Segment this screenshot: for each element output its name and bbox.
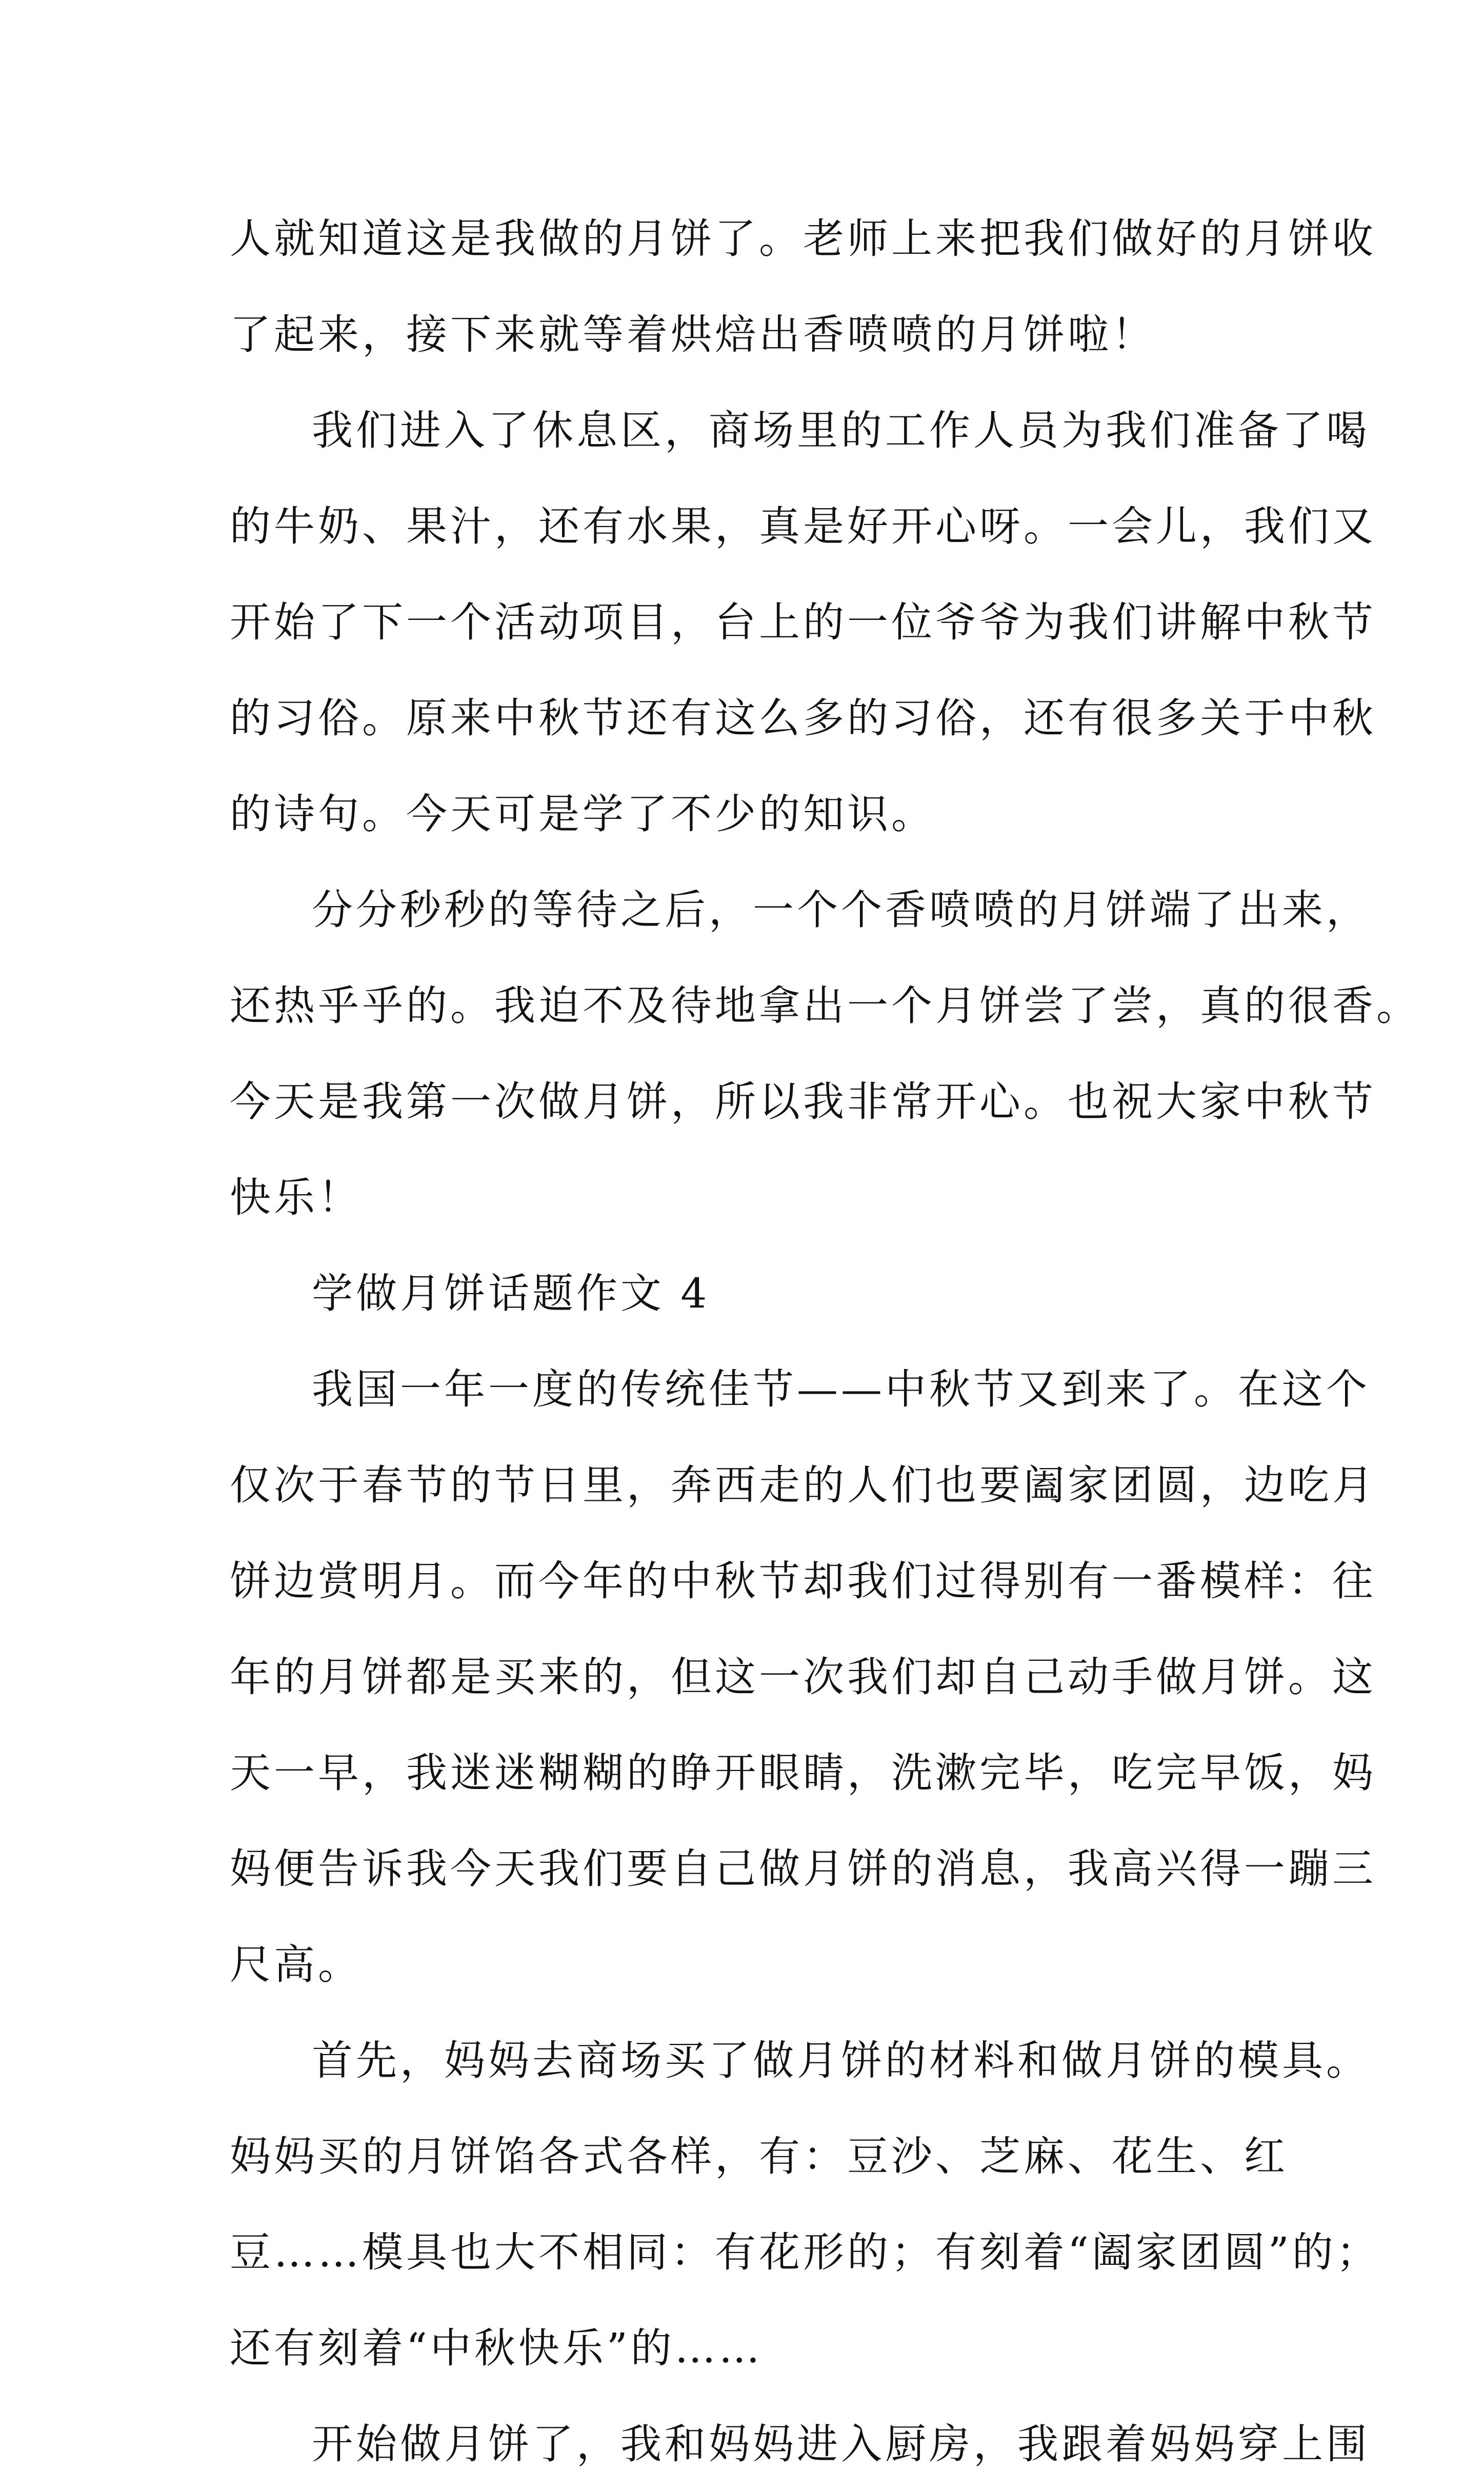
text-line: 首先，妈妈去商场买了做月饼的材料和做月饼的模具。	[312, 2037, 1370, 2084]
text-line: 开始了下一个活动项目，台上的一位爷爷为我们讲解中秋节	[230, 598, 1376, 646]
text-line: 仅次于春节的节日里，奔西走的人们也要阖家团圆，边吃月	[230, 1461, 1376, 1509]
text-line: 年的月饼都是买来的，但这一次我们却自己动手做月饼。这	[230, 1653, 1376, 1701]
text-line: 的习俗。原来中秋节还有这么多的习俗，还有很多关于中秋	[230, 694, 1376, 742]
text-line: 的牛奶、果汁，还有水果，真是好开心呀。一会儿，我们又	[230, 503, 1376, 550]
text-line: 还有刻着“中秋快乐”的……	[230, 2324, 763, 2372]
text-line: 开始做月饼了，我和妈妈进入厨房，我跟着妈妈穿上围	[312, 2420, 1370, 2468]
text-line: 了起来，接下来就等着烘焙出香喷喷的月饼啦！	[230, 311, 1156, 358]
document-page	[230, 191, 1420, 2492]
text-line: 分分秒秒的等待之后，一个个香喷喷的月饼端了出来，	[312, 886, 1370, 934]
text-line: 妈妈买的月饼馅各式各样，有：豆沙、芝麻、花生、红	[230, 2133, 1288, 2180]
text-line: 天一早，我迷迷糊糊的睁开眼睛，洗漱完毕，吃完早饭，妈	[230, 1749, 1376, 1797]
section-heading: 学做月饼话题作文 4	[312, 1270, 710, 1317]
text-line: 快乐！	[230, 1174, 362, 1221]
text-line: 的诗句。今天可是学了不少的知识。	[230, 790, 935, 838]
text-line: 我们进入了休息区，商场里的工作人员为我们准备了喝	[312, 407, 1370, 454]
text-line: 豆……模具也大不相同：有花形的；有刻着“阖家团圆”的；	[230, 2228, 1380, 2276]
text-line: 我国一年一度的传统佳节——中秋节又到来了。在这个	[312, 1365, 1370, 1413]
text-line: 饼边赏明月。而今年的中秋节却我们过得别有一番模样：往	[230, 1557, 1376, 1605]
text-line: 人就知道这是我做的月饼了。老师上来把我们做好的月饼收	[230, 215, 1376, 263]
text-line: 尺高。	[230, 1941, 362, 1988]
text-line: 今天是我第一次做月饼，所以我非常开心。也祝大家中秋节	[230, 1078, 1376, 1126]
text-line: 还热乎乎的。我迫不及待地拿出一个月饼尝了尝，真的很香。	[230, 982, 1420, 1030]
text-line: 妈便告诉我今天我们要自己做月饼的消息，我高兴得一蹦三	[230, 1845, 1376, 1893]
